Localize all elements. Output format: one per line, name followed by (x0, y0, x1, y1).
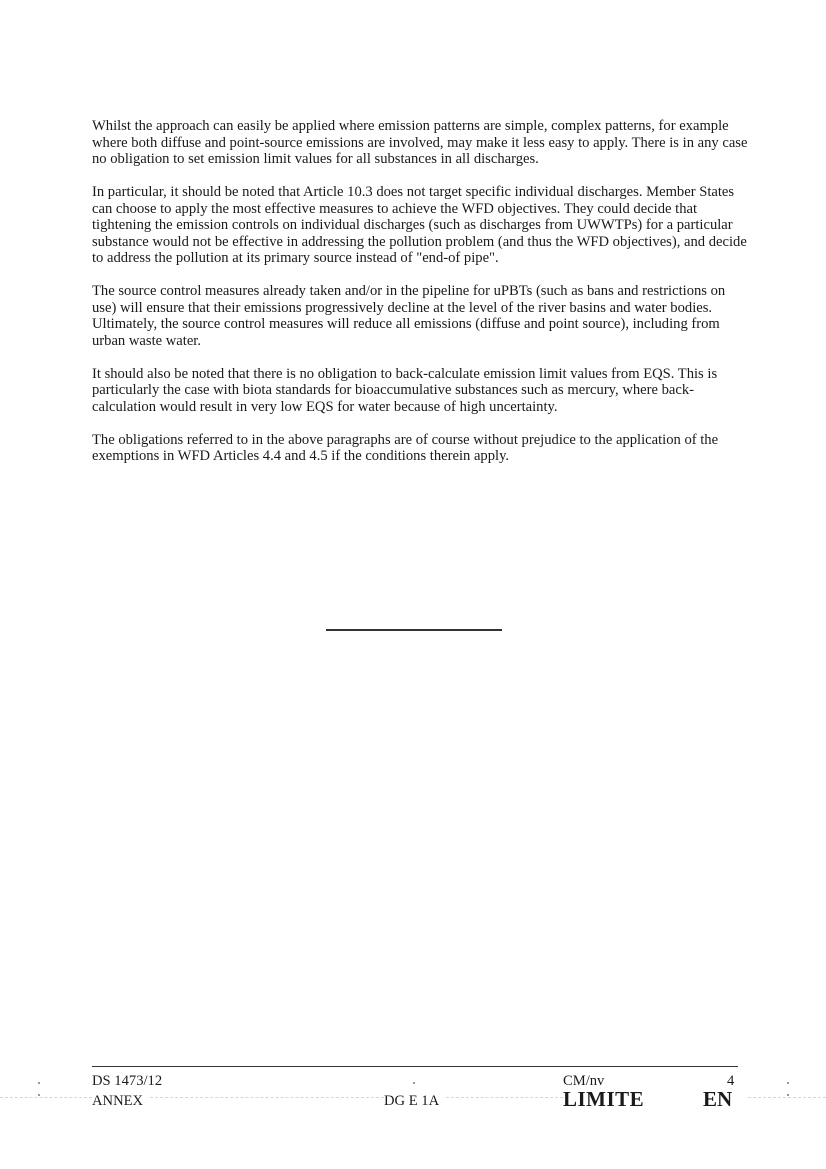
scan-artifact-middle-right (446, 1097, 563, 1098)
footer-language: EN (703, 1087, 733, 1111)
scan-mark (413, 1082, 415, 1084)
footer-initials: CM/nv (563, 1073, 605, 1089)
footer-annex: ANNEX (92, 1093, 144, 1109)
footer-divider (92, 1066, 738, 1067)
scan-artifact-middle-left (150, 1097, 384, 1098)
scan-mark (787, 1094, 789, 1096)
scan-mark (38, 1082, 40, 1084)
paragraph-5: The obligations referred to in the above paragraphs are of course without prejudice to the application of the exemptions in WFD Articles 4.4 and 4.5 if the conditions therein apply. (92, 431, 719, 464)
footer-page-number: 4 (727, 1073, 735, 1089)
paragraph-4: It should also be noted that there is no obligation to back-calculate emission limit values from EQS. This is particularly the case with biota standards for bioaccumulative substances such as mercury, where back-calculation would result in very low EQS for water because of high uncertainty. (92, 365, 718, 415)
paragraph-3: The source control measures already taken and/or in the pipeline for uPBTs (such as bans and restrictions on use) will ensure that their emissions progressively decline at the level of the river basins and water bodies. Ultimately, the source control measures will reduce all emissions (diffuse and point source), including from urban waste water. (92, 283, 726, 349)
footer-doc-ref: DS 1473/12 (92, 1073, 163, 1089)
end-of-text-rule (326, 629, 502, 631)
document-body (92, 118, 748, 481)
footer-dg: DG E 1A (384, 1093, 440, 1109)
scan-artifact-left (0, 1097, 92, 1098)
paragraph-1: Whilst the approach can easily be applied where emission patterns are simple, complex patterns, for example where both diffuse and point-source emissions are involved, may make it less easy to apply. There is in any case no obligation to set emission limit values for all substances in all discharges. (92, 118, 748, 167)
scan-mark (38, 1094, 40, 1096)
scan-mark (787, 1082, 789, 1084)
scan-artifact-right (748, 1097, 826, 1098)
paragraph-2: In particular, it should be noted that Article 10.3 does not target specific individual discharges. Member States can choose to apply the most effective measures to achieve the WFD objectives. They could decide that tightening the emission controls on individual discharges (such as discharges from UWWTPs) for a particular substance would not be effective in addressing the pollution problem (and thus the WFD objectives), and decide to address the pollution at its primary source instead of "end-of pipe". (92, 184, 747, 266)
footer-classification: LIMITE (563, 1087, 645, 1111)
